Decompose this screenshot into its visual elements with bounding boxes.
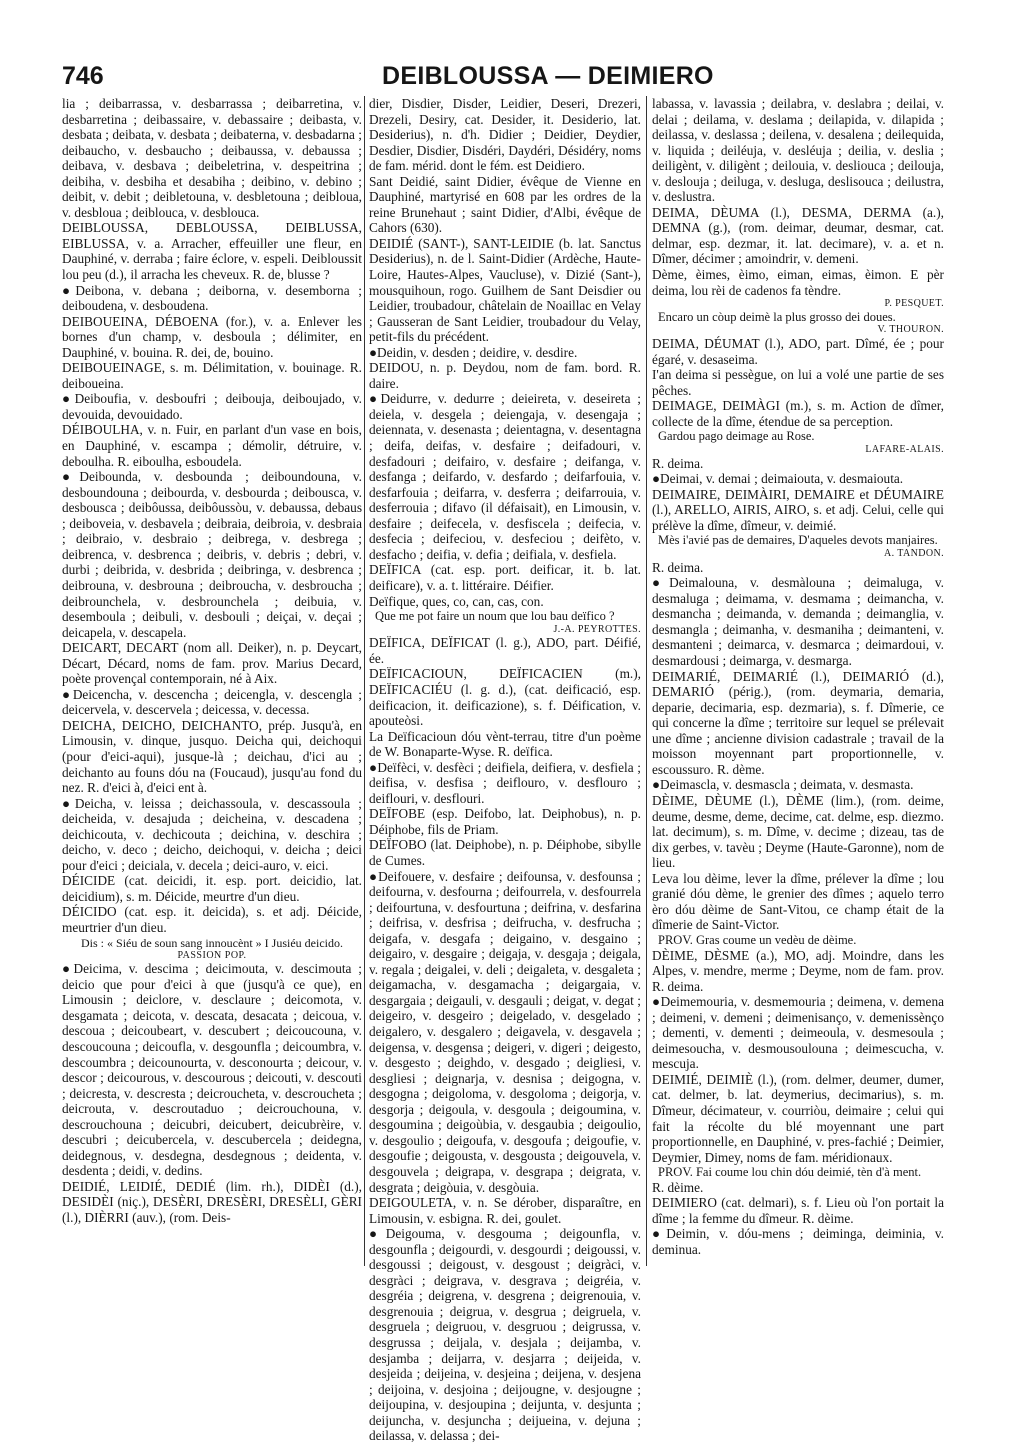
quotation: PROV. Fai coume lou chin dóu deimié, tèn d'à ment. bbox=[658, 1165, 922, 1180]
dictionary-entry: DEIDOU, n. p. Deydou, nom de fam. bord. R. daire. bbox=[369, 360, 641, 391]
dictionary-entry: DEIMAGE, DEIMÀGI (m.), s. m. Action de dîmer, collecte de la dîme, étendue de sa perception. bbox=[652, 398, 944, 429]
quotation: Gardou pago deimage au Rose. bbox=[658, 429, 815, 444]
citation-author: J.-A. PEYROTTES. bbox=[553, 623, 641, 635]
dictionary-entry: DEÏFICA (cat. esp. port. deificar, it. b. lat. deificare), v. a. t. littéraire. Déifier. bbox=[369, 562, 641, 593]
dictionary-entry: Deïfique, ques, co, can, cas, con. bbox=[369, 593, 544, 609]
dictionary-entry: ●Deifouere, v. desfaire ; deifounsa, v. desfounsa ; deifourna, v. desfourna ; deifourrela, v. desfourrela ; deifourtuna, v. desfourtuna ; deifrina, v. desfarina ; deifrisa, v. desfrisa ; deifrucha, v. desfrucha ; deigafa, v. desgafa ; deigaino, v. desgaino ; deigairo, v. desgaire ; deigaja, v. desgaja ; deigala, v. regala ; deigalei, v. deli ; deigaleta, v. desgaleta ; deigamacha, v. desgamacha ; deigargaia, v. desgargaia ; deigauli, v. desgauli ; deigat, v. degat ; deigeiro, v. desgeiro ; deigelado, v. desgelado ; deigalero, v. desgalero ; deigavela, v. desgavela ; deigensa, v. desgensa ; deigeri, v. digeri ; deigesto, v. desgesto ; deighdo, v. desgado ; deigliesi, v. desgliesi ; deignarja, v. desnisa ; deigogna, v. desgogna ; deigoloma, v. desgoloma ; deigorja, v. desgorja ; deigoula, v. desgoula ; deigoumina, v. desgoumina ; deigoùbia, v. desgaubia ; deigoulio, v. desgoulio ; deigoufa, v. desgoufa ; deigoufie, v. desgoufie ; deigousta, v. desgousta ; deigouvela, v. desgouvela ; deigrapa, v. desgrapa ; deigrata, v. desgrata ; deigòuia, v. desgòuia. bbox=[369, 868, 641, 1195]
dictionary-entry: ●Deiboufia, v. desboufri ; deibouja, deiboujado, v. devouida, devouidado. bbox=[62, 391, 362, 422]
dictionary-entry: DEÏFICACIOUN, DEÏFICACIEN (m.), DEÏFICACIÉU (l. g. d.), (cat. deificació, esp. deificacion, it. deificazione), s. f. Déification, v. apouteòsi. bbox=[369, 666, 641, 729]
quotation: Encaro un còup deimè la plus grosso dei doues. bbox=[658, 309, 896, 324]
dictionary-entry: ●Deicencha, v. descencha ; deicengla, v. descengla ; deicervela, v. descervela ; deicessa, v. decessa. bbox=[62, 686, 362, 718]
dictionary-entry: DEIGOULETA, v. n. Se dérober, disparaître, en Limousin, v. esbigna. R. dei, goulet. bbox=[369, 1195, 641, 1226]
dictionary-entry: DEIMIERO (cat. delmari), s. f. Lieu où l'on portait la dîme ; la femme du dîmeur. R. dèime. bbox=[652, 1195, 944, 1226]
dictionary-entry: lia ; deibarrassa, v. desbarrassa ; deibarretina, v. desbarretina ; deibassaire, v. debassaire ; deibasta, v. desbata ; deibata, v. desbata ; deibaterna, v. desbadarna ; deibaucho, v. desbaucho ; deibaussa, v. debaussa ; deibava, v. desbava ; deibeletrina, v. despeitrina ; deibiha, v. desbiha et desabiha ; deibino, v. debino ; deibit, v. debit ; deibletouna, v. desbletouna ; deibloua, v. desbloua ; deiblouca, v. desblouca. bbox=[62, 96, 362, 220]
dictionary-entry: DÉIBOULHA, v. n. Fuir, en parlant d'un vase en bois, en Dauphiné, v. escampa ; démolir, détruire, v. deboulha. R. eiboulha, esboudela. bbox=[62, 422, 362, 469]
column-divider bbox=[646, 96, 647, 1266]
dictionary-entry: DEIBOUEINAGE, s. m. Délimitation, v. bouinage. R. deiboueina. bbox=[62, 360, 362, 391]
dictionary-entry: ●Deimemouria, v. desmemouria ; deimena, v. demena ; deimeni, v. demeni ; deimenisanço, v. demenissènço ; dementi, v. dementi ; deimeoula, v. desmesoula ; deimesoucha, v. desmousoulouna ; deimescucha, v. mescuja. bbox=[652, 994, 944, 1072]
page-number: 746 bbox=[62, 62, 104, 90]
running-title: DEIBLOUSSA — DEIMIERO bbox=[382, 62, 714, 90]
text-column-middle bbox=[369, 96, 641, 1444]
dictionary-entry: ●Deibona, v. debana ; deiborna, v. desemborna ; deiboudena, v. desboudena. bbox=[62, 282, 362, 314]
citation-author: A. TANDON. bbox=[884, 548, 944, 560]
dictionary-entry: DEICHA, DEICHO, DEICHANTO, prép. Jusqu'à, en Limousin, v. dinque, jusquo. Deicha qui, deichoqui (pour d'eici-aqui), jusque-là ; deichau, d'ici au ; deichanto au founs dóu na (Foucaud), jusqu'au fond du nez. R. d'eici à, d'eici ent à. bbox=[62, 717, 362, 796]
dictionary-entry: DEÏFOBE (esp. Deifobo, lat. Deiphobus), n. p. Déiphobe, fils de Priam. bbox=[369, 806, 641, 837]
dictionary-entry: DEIMA, DÈUMA (l.), DESMA, DERMA (a.), DEMNA (g.), (rom. deimar, deumar, desmar, cat. delmar, esp. dezmar, it. lat. decimare), v. a. et n. Dîmer, décimer ; amoindrir, v. demeni. bbox=[652, 204, 944, 267]
dictionary-entry: DEIMARIÉ, DEIMARIÉ (l.), DEIMARIÓ (d.), DEMARIÓ (périg.), (rom. deymaria, demaria, deparie, decimaria, esp. dezmaria), s. f. Dîmerie, ce qui concerne la dîme ; territoire sur lequel se prélevait une dîme ; ancienne division cadastrale ; travail de la moisson moyennant part proportionnelle, v. escoussuro. R. dème. bbox=[652, 668, 944, 777]
dictionary-entry: DEIBOUEINA, DÉBOENA (for.), v. a. Enlever les bornes d'un champ, v. desboula ; délimiter, en Dauphiné, v. bouina. R. dei, de, bouino. bbox=[62, 313, 362, 360]
dictionary-entry: ●Deidurre, v. dedurre ; deieireta, v. deseireta ; deiela, v. desgela ; deiengaja, v. desengaja ; deiennata, v. desenasta ; deientagna, v. desentagna ; deifa, deifas, v. desfaire ; deifadouri, v. desfadouri ; deifairo, v. desfaire ; deifanga, v. desfanga ; deifardo, v. desfardo ; deifarfouia, v. desfarfouia ; deifarra, v. desferra ; deifarrouia, v. desferrouia ; difavo (il défaisait), en Limousin, v. desfaire ; deifecela, v. desfiscela ; deifecia, v. desfecia ; deifeciou, v. desfeciou ; deifèto, v. desfacho ; deifia, v. defia ; deifiala, v. desfiela. bbox=[369, 391, 641, 562]
dictionary-entry: ●Deigouma, v. desgouma ; deigounfla, v. desgounfla ; deigourdi, v. desgourdi ; deigoussi, v. desgoussi ; deigoust, v. desgoust ; deigràci, v. desgràci ; deigrava, v. desgrava ; deigréia, v. desgréia ; deigrena, v. desgrena ; deigrenouia, v. desgrenouia ; deigrua, v. desgrua ; deigruela, v. desgruela ; deigruou, v. desgruou ; deigrussa, v. desgrussa ; deijala, v. desjala ; deijamba, v. desjamba ; deijarra, v. desjarra ; deijeida, v. desjeida ; deijeina, v. desjeina ; deijena, v. desjena ; deijoina, v. desjoina ; deijougne, v. desjougne ; deijoupina, v. desjoupina ; deijunta, v. desjunta ; deijuncha, v. desjuncha ; deijueina, v. dejuna ; deilassa, v. delassa ; dei- bbox=[369, 1226, 641, 1444]
dictionary-entry: DEIMA, DÉUMAT (l.), ADO, part. Dîmé, ée ; pour égaré, v. desaseima. bbox=[652, 336, 944, 367]
citation-author: V. THOURON. bbox=[877, 324, 944, 336]
dictionary-entry: DEIMAIRE, DEIMÀIRI, DEMAIRE et DÉUMAIRE (l.), ARELLO, AIRIS, AIRO, s. et adj. Celui, celle qui prélève la dîme, dîmeur, v. deimié. bbox=[652, 486, 944, 533]
dictionary-entry: DEIDIÉ (SANT-), SANT-LEIDIE (b. lat. Sanctus Desiderius), n. de l. Saint-Didier (Ardèche, Haute-Loire, Hautes-Alpes, Vaucluse), v. Dizié (Sant-), mousquihoun, rogo. Guilhem de Sant Deisdier ou Leidier, troubadour, châtelain de Noaillac en Velay ; Gausseran de Sant Leidier, troubadour du Velay, petit-fils du précédent. bbox=[369, 235, 641, 345]
dictionary-entry: ●Deibounda, v. desbounda ; deiboundouna, v. desboundouna ; deibourda, v. desbourda ; deibousca, v. desbousca ; deibôussa, deibôussòu, v. debaussa, debaus ; deiboveia, v. desbavela ; deibraia, deibroia, v. desbraia ; deibraio, v. desbraio ; deibrega, v. desbrega ; deibrenca, v. desbrenca ; deibris, v. debris ; debri, v. durbi ; deibrida, v. desbrida ; deibringa, v. desbrenca ; deibrouna, v. desbrouna ; deibroucha, v. desbroucha ; deibrounchela, v. desbrounchela ; deibuia, v. desemboula ; deibuli, v. desbouli ; deiçai, v. deçai ; deicapela, v. descapela. bbox=[62, 469, 362, 640]
column-divider bbox=[364, 96, 365, 1266]
dictionary-entry: labassa, v. lavassia ; deilabra, v. deslabra ; deilai, v. delai ; deilama, v. deslama ; deilapida, v. dilapida ; deilassa, v. deslassa ; deilena, v. desalena ; deilequida, v. liquida ; deiléuja, v. desléuja ; deilia, v. deslia ; deiligènt, v. diligènt ; deilouia, v. desliouca ; deilouja, v. deslouja ; deiluga, v. desluga, deslisouca ; deilustra, v. deslustra. bbox=[652, 96, 944, 205]
dictionary-entry: R. deima. bbox=[652, 559, 704, 575]
dictionary-entry: ●Deimascla, v. desmascla ; deimata, v. desmasta. bbox=[652, 777, 914, 793]
dictionary-entry: dier, Disdier, Disder, Leidier, Deseri, Drezeri, Drezeli, Desiry, cat. Desider, it. Desiderio, lat. Desiderius), n. d'h. Didier ; Deidier, Deydier, Desdier, Disdier, Disdéri, Daydéri, Désidéry, noms de fam. mérid. dont le fém. est Deidiero. bbox=[369, 96, 641, 174]
dictionary-entry: DÉICIDE (cat. deicidi, it. esp. port. deicidio, lat. deicidium), s. m. Déicide, meurtre d'un dieu. bbox=[62, 873, 362, 904]
dictionary-entry: Sant Deidié, saint Didier, évêque de Vienne en Dauphiné, martyrisé en 608 par les ordres de la reine Brunehaut ; saint Didier, d'Albi, évêque de Cahors (630). bbox=[369, 173, 641, 236]
dictionary-entry: ●Deimai, v. demai ; deimaiouta, v. desmaiouta. bbox=[652, 471, 904, 487]
quotation: Dis : « Siéu de soun sang innoucènt » I Jusiéu deicido. bbox=[81, 935, 343, 950]
dictionary-entry: DEIBLOUSSA, DEBLOUSSA, DEIBLUSSA, EIBLUSSA, v. a. Arracher, effeuiller une fleur, en Dauphiné, v. derraba ; faire éclore, v. espeli. Deibloussit lou peu (d.), il arracha les cheveux. R. de, blusse ? bbox=[62, 220, 362, 283]
dictionary-entry: I'an deima si pessègue, on lui a volé une partie de ses pêches. bbox=[652, 367, 944, 398]
dictionary-entry: DÈIME, DÈSME (a.), MO, adj. Moindre, dans les Alpes, v. mendre, merme ; Deyme, nom de fam. prov. R. deima. bbox=[652, 947, 944, 994]
text-column-left bbox=[62, 96, 362, 1226]
text-column-right bbox=[652, 96, 944, 1258]
citation-author: P. PESQUET. bbox=[884, 298, 944, 310]
dictionary-entry: ●Deimalouna, v. desmàlouna ; deimaluga, v. desmaluga ; deimama, v. desmama ; deimancha, v. desmancha ; deimanda, v. demanda ; deimanglia, v. desmangla ; deimanha, v. desmaniha ; deimanteni, v. desmanteni ; deimarca, v. desmarca ; deimardoui, v. desmardousi ; deimarga, v. desmarga. bbox=[652, 575, 944, 669]
dictionary-entry: DEICART, DECART (nom all. Deiker), n. p. Deycart, Décart, Décard, noms de fam. prov. Marius Decard, poète provençal contemporain, né à Aix. bbox=[62, 640, 362, 687]
dictionary-entry: DÉICIDO (cat. esp. it. deicida), s. et adj. Déicide, meurtrier d'un dieu. bbox=[62, 904, 362, 935]
dictionary-entry: Leva lou dèime, lever la dîme, prélever la dîme ; lou granié dóu dème, le grenier des dîmes ; aquelo terro èro dóu dèime de Sant-Vitou, ce champ était de la dîmerie de Saint-Victor. bbox=[652, 870, 944, 933]
quotation: Que me pot faire un noum que lou bau deïfico ? bbox=[375, 609, 615, 624]
dictionary-entry: DÈIME, DÈUME (l.), DÈME (lim.), (rom. deime, deume, desme, deme, decime, cat. delme, esp. diezmo. lat. decimum), s. m. Dîme, v. decime ; dizeau, tas de dix gerbes, v. tavèu ; Deyme (Haute-Garonne), nom de lieu. bbox=[652, 792, 944, 871]
dictionary-entry: ●Deimin, v. dóu-mens ; deiminga, deiminia, v. deminua. bbox=[652, 1226, 944, 1257]
dictionary-entry: DEIDIÉ, LEIDIÉ, DEDIÉ (lim. rh.), DIDÈI (d.), DESIDÈI (niç.), DESÈRI, DRESÈRI, DRESÈLI, GÈRI (l.), DIÈRRI (auv.), (rom. Deis- bbox=[62, 1178, 362, 1225]
quotation: PROV. Gras coume un vedèu de dèime. bbox=[658, 932, 857, 947]
dictionary-entry: DEÏFOBO (lat. Deiphobe), n. p. Déiphobe, sibylle de Cumes. bbox=[369, 837, 641, 869]
dictionary-entry: DEIMIÉ, DEIMIÈ (l.), (rom. delmer, deumer, dumer, cat. delmer, b. lat. deymerius, decimarius), s. m. Dîmeur, décimateur, v. courriòu, deimaire ; celui qui fait la récolte du blé moyennant une part proportionnelle, en Dauphiné, v. pres-fachié ; Deimier, Deymier, Dimey, noms de fam. méridionaux. bbox=[652, 1071, 944, 1165]
dictionary-entry: R. dèime. bbox=[652, 1179, 704, 1195]
citation-author: LAFARE-ALAIS. bbox=[865, 444, 944, 456]
dictionary-entry: ●Deicha, v. leissa ; deichassoula, v. descassoula ; deicheida, v. desajuda ; deicheina, v. descadena ; deichicouta, v. dechicouta ; deichina, v. deschira ; deicho, v. deco ; deicho, deichoqui, v. deicha ; deici pour d'eici ; deiciala, v. decela ; deici-auro, v. eici. bbox=[62, 795, 362, 873]
dictionary-entry: La Deïficacioun dóu vènt-terrau, titre d'un poème de W. Bonaparte-Wyse. R. deïfica. bbox=[369, 728, 641, 760]
dictionary-entry: DEÏFICA, DEÏFICAT (l. g.), ADO, part. Déifié, ée. bbox=[369, 635, 641, 666]
dictionary-entry: Dème, èimes, èimo, eiman, eimas, èimon. E pèr deima, lou rèi de cadenos fa tèndre. bbox=[652, 267, 944, 298]
dictionary-entry: R. deima. bbox=[652, 455, 704, 471]
dictionary-entry: ●Deicima, v. descima ; deicimouta, v. descimouta ; deicio que pour d'eici à que (jusqu'à ce que), en Limousin ; deiclore, v. desclaure ; deicomota, v. desgamata ; deicota, v. descata, desacata ; deicoua, v. descoua ; deicoubeart, v. descubert ; deicoucouna, v. descoucouna ; deicoufla, v. desgounfla ; deicoumbra, v. descoumbra ; deicounourta, v. desconourta ; deicour, v. descor ; deicourous, v. descourous ; deicouti, v. descouti ; deicresta, v. descresta ; deicroucheta, v. descroucheta ; deicrouta, v. descroutaduo ; deicrouchouna, v. descrouchouna ; deicubri, deicubert, deicubrèire, v. descubri ; deicubercela, v. descubercela ; deidegna, deidegnous, v. desdegna, desdegnous ; deidenta, v. desdenta ; deidi, v. dedins. bbox=[62, 961, 362, 1179]
citation-source: PASSION POP. bbox=[177, 949, 247, 961]
quotation: Mès i'avié pas de demaires, D'aqueles devots manjaires. bbox=[658, 533, 938, 548]
dictionary-entry: ●Deidin, v. desden ; deidire, v. desdire. bbox=[369, 344, 578, 360]
dictionary-entry: ●Deïfèci, v. desfèci ; deifiela, deifiera, v. desfiela ; deifisa, v. desfisa ; deiflouro, v. desflouro ; deiflouri, v. desflouri. bbox=[369, 759, 641, 806]
